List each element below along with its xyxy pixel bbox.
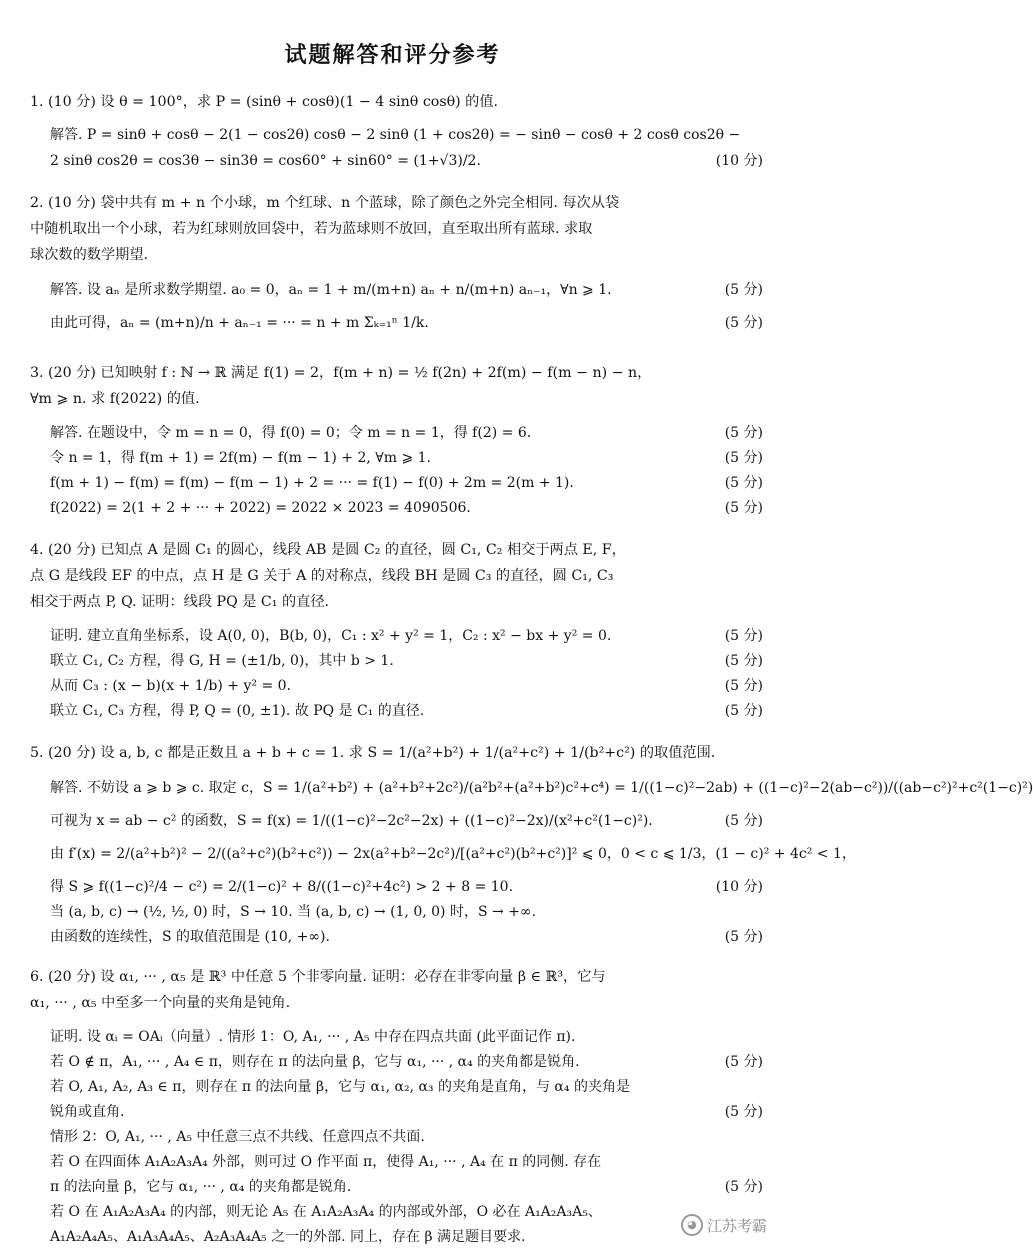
solution-line	[50, 1177, 763, 1197]
question-line	[30, 993, 763, 1013]
line-text: 若 O 在 A₁A₂A₃A₄ 的内部，则无论 A₅ 在 A₁A₂A₃A₄ 的内部或外部，O 必在 A₁A₂A₃A₅、	[50, 1204, 602, 1220]
solution-line	[50, 811, 763, 831]
line-text: 若 O 在四面体 A₁A₂A₃A₄ 外部，则可过 O 作平面 π，使得 A₁, ··· , A₄ 在 π 的同侧. 存在	[50, 1154, 602, 1170]
watermark	[681, 1214, 767, 1236]
question-line	[30, 967, 763, 987]
solution-line	[50, 473, 763, 493]
solution-line	[50, 701, 763, 721]
score-label: (5 分)	[721, 811, 763, 831]
line-text: 解答. 设 aₙ 是所求数学期望. a₀ = 0，aₙ = 1 + m/(m+n) aₙ + n/(m+n) aₙ₋₁，∀n ⩾ 1.	[50, 282, 612, 298]
question-line	[30, 92, 763, 112]
score-label: (5 分)	[721, 1177, 763, 1197]
score-label: (5 分)	[721, 927, 763, 947]
question-line	[30, 540, 763, 560]
solution-line	[50, 1102, 763, 1122]
score-label: (5 分)	[721, 626, 763, 646]
line-text: 可视为 x = ab − c² 的函数，S = f(x) = 1/((1−c)²−2c²−2x) + ((1−c)²−2x)/(x²+c²(1−c)²).	[50, 813, 653, 829]
line-text: 情形 2：O, A₁, ··· , A₅ 中任意三点不共线、任意四点不共面.	[50, 1129, 425, 1145]
solution-line	[50, 313, 763, 333]
line-text: 5. (20 分) 设 a, b, c 都是正数且 a + b + c = 1. 求 S = 1/(a²+b²) + 1/(a²+c²) + 1/(b²+c²) 的取值范围.	[30, 745, 716, 761]
line-text: 2. (10 分) 袋中共有 m + n 个小球，m 个红球、n 个蓝球，除了颜色之外完全相同. 每次从袋	[30, 195, 620, 211]
solution-line	[50, 448, 763, 468]
line-text: 解答. P = sinθ + cosθ − 2(1 − cos2θ) cosθ − 2 sinθ (1 + cos2θ) = − sinθ − cosθ + 2 cosθ cos2θ −	[50, 127, 741, 143]
score-label: (5 分)	[721, 651, 763, 671]
watermark-text: 江苏考霸	[706, 1216, 767, 1235]
line-text: 6. (20 分) 设 α₁, ··· , α₅ 是 ℝ³ 中任意 5 个非零向量. 证明：必存在非零向量 β ∈ ℝ³，它与	[30, 969, 606, 985]
score-label: (5 分)	[721, 701, 763, 721]
line-text: 4. (20 分) 已知点 A 是圆 C₁ 的圆心，线段 AB 是圆 C₂ 的直径，圆 C₁, C₂ 相交于两点 E, F，	[30, 542, 626, 558]
score-label: (5 分)	[721, 1102, 763, 1122]
line-text: 中随机取出一个小球，若为红球则放回袋中，若为蓝球则不放回，直至取出所有蓝球. 求取	[30, 221, 593, 237]
line-text: 由此可得，aₙ = (m+n)/n + aₙ₋₁ = ··· = n + m Σₖ₌₁ⁿ 1/k.	[50, 315, 429, 331]
solution-line	[50, 280, 763, 300]
line-text: 相交于两点 P, Q. 证明：线段 PQ 是 C₁ 的直径.	[30, 594, 330, 610]
line-text: 若 O ∉ π，A₁, ··· , A₄ ∈ π，则存在 π 的法向量 β，它与 α₁, ··· , α₄ 的夹角都是锐角.	[50, 1054, 580, 1070]
line-text: 联立 C₁, C₂ 方程，得 G, H = (±1/b, 0)，其中 b > 1.	[50, 653, 394, 669]
line-text: 球次数的数学期望.	[30, 247, 149, 263]
score-label: (5 分)	[721, 498, 763, 518]
line-text: 3. (20 分) 已知映射 f : ℕ → ℝ 满足 f(1) = 2，f(m + n) = ½ f(2n) + 2f(m) − f(m − n) − n，	[30, 365, 652, 381]
solution-line	[50, 151, 763, 171]
line-text: A₁A₂A₄A₅、A₁A₃A₄A₅、A₂A₃A₄A₅ 之一的外部. 同上，存在 β 满足题目要求.	[50, 1229, 526, 1245]
solution-line	[50, 1077, 763, 1097]
question-line	[30, 363, 763, 383]
line-text: α₁, ··· , α₅ 中至多一个向量的夹角是钝角.	[30, 995, 291, 1011]
solution-line	[50, 902, 763, 922]
solution-line	[50, 423, 763, 443]
solution-line	[50, 1052, 763, 1072]
line-text: ∀m ⩾ n. 求 f(2022) 的值.	[30, 391, 200, 407]
question-line	[30, 193, 763, 213]
solution-line	[50, 498, 763, 518]
page-title: 试题解答和评分参考	[284, 42, 501, 68]
score-label: (5 分)	[721, 676, 763, 696]
solution-line	[50, 1127, 763, 1147]
line-text: 当 (a, b, c) → (½, ½, 0) 时，S → 10. 当 (a, b, c) → (1, 0, 0) 时，S → +∞.	[50, 904, 537, 920]
solution-line	[50, 1027, 763, 1047]
line-text: π 的法向量 β，它与 α₁, ··· , α₄ 的夹角都是锐角.	[50, 1179, 352, 1195]
solution-line	[50, 877, 763, 897]
question-line	[30, 245, 763, 265]
line-text: 1. (10 分) 设 θ = 100°，求 P = (sinθ + cosθ)(1 − 4 sinθ cosθ) 的值.	[30, 94, 499, 110]
score-label: (10 分)	[712, 151, 763, 171]
question-line	[30, 389, 763, 409]
score-label: (5 分)	[721, 280, 763, 300]
solution-line	[50, 125, 763, 145]
line-text: 从而 C₃ : (x − b)(x + 1/b) + y² = 0.	[50, 678, 291, 694]
line-text: 令 n = 1，得 f(m + 1) = 2f(m) − f(m − 1) + 2, ∀m ⩾ 1.	[50, 450, 431, 466]
line-text: 解答. 不妨设 a ⩾ b ⩾ c. 取定 c，S = 1/(a²+b²) + (a²+b²+2c²)/(a²b²+(a²+b²)c²+c⁴) = 1/((1−c)²−2ab) + ((1−c)²−2(ab−c²))/((ab−c²)²+c²(1−c)²)	[50, 780, 1033, 796]
line-text: 得 S ⩾ f((1−c)²/4 − c²) = 2/(1−c)² + 8/((1−c)²+4c²) > 2 + 8 = 10.	[50, 879, 514, 895]
line-text: 2 sinθ cos2θ = cos3θ − sin3θ = cos60° + sin60° = (1+√3)/2.	[50, 153, 481, 169]
line-text: 点 G 是线段 EF 的中点，点 H 是 G 关于 A 的对称点，线段 BH 是圆 C₃ 的直径，圆 C₁, C₃	[30, 568, 614, 584]
question-line	[30, 743, 763, 763]
solution-line	[50, 1227, 763, 1247]
wechat-icon: ◕	[681, 1214, 703, 1236]
solution-line	[50, 676, 763, 696]
line-text: 证明. 设 αᵢ = OAᵢ（向量）. 情形 1：O, A₁, ··· , A₅ 中存在四点共面 (此平面记作 π).	[50, 1029, 576, 1045]
line-text: 锐角或直角.	[50, 1104, 125, 1120]
question-line	[30, 219, 763, 239]
score-label: (10 分)	[712, 877, 763, 897]
line-text: f(m + 1) − f(m) = f(m) − f(m − 1) + 2 = ··· = f(1) − f(0) + 2m = 2(m + 1).	[50, 475, 574, 491]
solution-line	[50, 651, 763, 671]
score-label: (5 分)	[721, 473, 763, 493]
solution-line	[50, 927, 763, 947]
line-text: 若 O, A₁, A₂, A₃ ∈ π，则存在 π 的法向量 β，它与 α₁, α₂, α₃ 的夹角是直角，与 α₄ 的夹角是	[50, 1079, 630, 1095]
solution-line	[50, 1152, 763, 1172]
score-label: (5 分)	[721, 313, 763, 333]
line-text: 由 f′(x) = 2/(a²+b²)² − 2/((a²+c²)(b²+c²)) − 2x(a²+b²−2c²)/[(a²+c²)(b²+c²)]² ⩽ 0，0 < c ⩽ 1/3，(1 − c)² + 4c² < 1，	[50, 846, 856, 862]
line-text: f(2022) = 2(1 + 2 + ··· + 2022) = 2022 × 2023 = 4090506.	[50, 500, 471, 516]
solution-line	[50, 1202, 763, 1222]
line-text: 解答. 在题设中，令 m = n = 0，得 f(0) = 0；令 m = n = 1，得 f(2) = 6.	[50, 425, 532, 441]
line-text: 联立 C₁, C₃ 方程，得 P, Q = (0, ±1). 故 PQ 是 C₁ 的直径.	[50, 703, 425, 719]
score-label: (5 分)	[721, 1052, 763, 1072]
solution-line	[50, 626, 763, 646]
solution-line	[50, 844, 856, 864]
line-text: 证明. 建立直角坐标系，设 A(0, 0)，B(b, 0)，C₁ : x² + y² = 1，C₂ : x² − bx + y² = 0.	[50, 628, 612, 644]
line-text: 由函数的连续性，S 的取值范围是 (10, +∞).	[50, 929, 330, 945]
question-line	[30, 566, 763, 586]
question-line	[30, 592, 763, 612]
score-label: (5 分)	[721, 448, 763, 468]
score-label: (5 分)	[721, 423, 763, 443]
solution-line	[50, 778, 1033, 798]
